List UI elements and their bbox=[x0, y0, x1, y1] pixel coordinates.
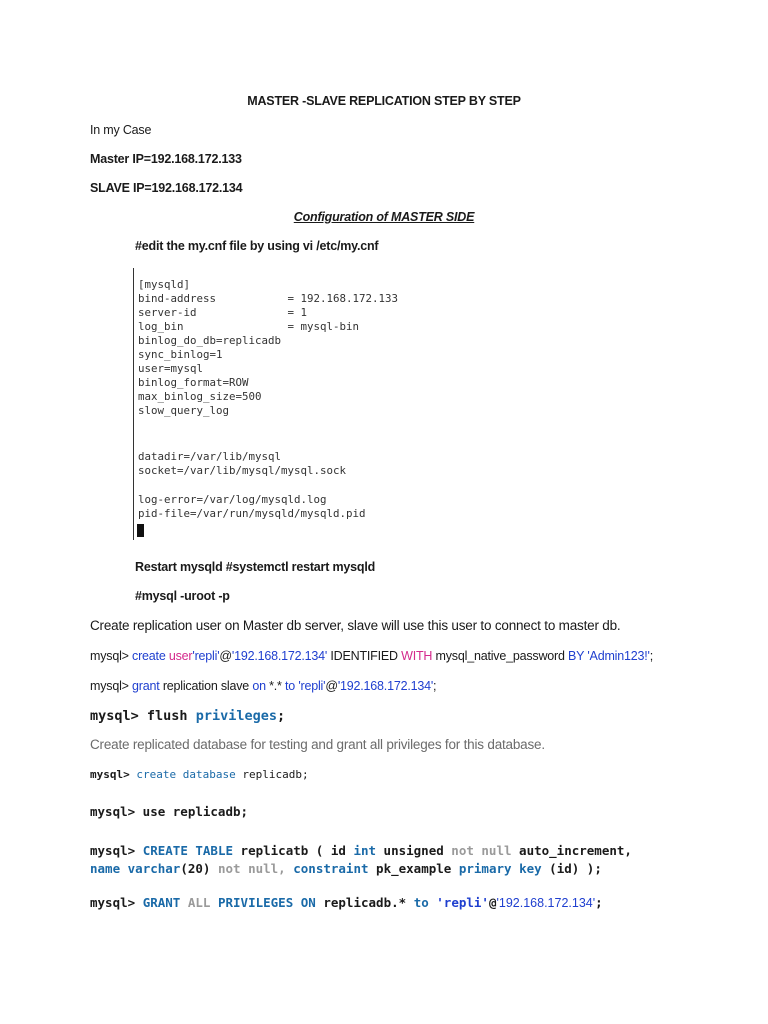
create-user-description: Create replication user on Master db server, slave will use this user to connect to master db. bbox=[90, 618, 621, 633]
sql-keyword: privileges bbox=[195, 708, 277, 724]
cmd-create-table-cont bbox=[90, 861, 602, 876]
sql-keyword: IDENTIFIED bbox=[330, 649, 398, 663]
master-ip: Master IP=192.168.172.133 bbox=[90, 152, 242, 166]
sql-prompt: mysql> bbox=[90, 843, 136, 858]
cmd-create-database bbox=[90, 768, 309, 781]
slave-ip: SLAVE IP=192.168.172.134 bbox=[90, 181, 243, 195]
sql-keyword: BY bbox=[568, 649, 585, 663]
sql-keyword: ON bbox=[300, 895, 316, 910]
create-db-description: Create replicated database for testing and grant all privileges for this database. bbox=[90, 737, 545, 752]
sql-end: ; bbox=[649, 649, 653, 663]
config-line: socket=/var/lib/mysql/mysql.sock bbox=[138, 464, 347, 477]
sql-prompt: mysql> bbox=[90, 679, 129, 693]
config-line: bind-address = 192.168.172.133 bbox=[138, 292, 399, 305]
sql-string: 'Admin123!' bbox=[587, 649, 650, 663]
sql-prompt: mysql> bbox=[90, 768, 130, 781]
config-line: pid-file=/var/run/mysqld/mysqld.pid bbox=[138, 507, 366, 520]
sql-text: unsigned bbox=[383, 843, 444, 858]
sql-text: auto_increment, bbox=[519, 843, 632, 858]
sql-plugin: mysql_native_password bbox=[435, 649, 565, 663]
sql-keyword: database bbox=[182, 768, 236, 781]
config-line: slow_query_log bbox=[138, 404, 230, 417]
case-label: In my Case bbox=[90, 123, 152, 137]
config-line: sync_binlog=1 bbox=[138, 348, 223, 361]
sql-keyword: CREATE bbox=[142, 843, 188, 858]
sql-keyword: ALL bbox=[187, 895, 211, 910]
config-code-block bbox=[133, 268, 454, 540]
section-heading-master: Configuration of MASTER SIDE bbox=[293, 210, 475, 224]
text-cursor bbox=[137, 524, 144, 537]
sql-keyword: key bbox=[519, 861, 542, 876]
sql-end: ; bbox=[433, 679, 437, 693]
cmd-grant-replication bbox=[90, 679, 436, 693]
sql-end: ; bbox=[595, 895, 603, 910]
config-line: user=mysql bbox=[138, 362, 204, 375]
sql-target: *.* bbox=[269, 679, 282, 693]
sql-keyword: constraint bbox=[293, 861, 369, 876]
sql-at: @ bbox=[488, 895, 497, 910]
sql-end: ; bbox=[276, 708, 286, 724]
config-line: datadir=/var/lib/mysql bbox=[138, 450, 282, 463]
sql-text: (20) bbox=[180, 861, 211, 876]
sql-db-name: replicadb; bbox=[242, 768, 309, 781]
cmd-flush-privileges bbox=[90, 708, 285, 724]
sql-keyword: int bbox=[353, 843, 377, 858]
sql-text: pk_example bbox=[376, 861, 452, 876]
sql-string: '192.168.172.134' bbox=[231, 649, 328, 663]
config-line: log-error=/var/log/mysqld.log bbox=[138, 493, 327, 506]
sql-keyword: to bbox=[285, 679, 296, 693]
restart-instruction: Restart mysqld #systemctl restart mysqld bbox=[135, 560, 376, 574]
sql-keyword: null, bbox=[248, 861, 286, 876]
config-line: log_bin = mysql-bin bbox=[138, 320, 360, 333]
page-title: MASTER -SLAVE REPLICATION STEP BY STEP bbox=[247, 94, 521, 108]
sql-keyword: varchar bbox=[127, 861, 181, 876]
sql-prompt: mysql> bbox=[90, 895, 136, 910]
sql-keyword: grant bbox=[132, 679, 160, 693]
config-line: [mysqld] bbox=[138, 278, 191, 291]
cmd-create-table bbox=[90, 843, 632, 858]
cmd-use-db: mysql> use replicadb; bbox=[90, 804, 249, 819]
login-instruction: #mysql -uroot -p bbox=[135, 589, 230, 603]
sql-keyword: not bbox=[451, 843, 474, 858]
sql-at: @ bbox=[325, 679, 338, 693]
sql-at: @ bbox=[219, 649, 232, 663]
sql-prompt: mysql> flush bbox=[90, 708, 188, 724]
config-line: binlog_do_db=replicadb bbox=[138, 334, 282, 347]
sql-keyword: create bbox=[132, 649, 166, 663]
sql-keyword: GRANT bbox=[142, 895, 181, 910]
config-line: max_binlog_size=500 bbox=[138, 390, 262, 403]
sql-string: 'repli' bbox=[436, 895, 489, 910]
sql-keyword: PRIVILEGES bbox=[217, 895, 294, 910]
sql-text: replication slave bbox=[162, 679, 250, 693]
sql-string: 'repli' bbox=[192, 649, 220, 663]
cmd-create-user bbox=[90, 649, 653, 663]
sql-keyword: name bbox=[90, 861, 121, 876]
sql-keyword: TABLE bbox=[195, 843, 234, 858]
config-line: binlog_format=ROW bbox=[138, 376, 249, 389]
sql-string: '192.168.172.134' bbox=[337, 679, 434, 693]
sql-text: (id) ); bbox=[549, 861, 602, 876]
sql-keyword: to bbox=[413, 895, 429, 910]
sql-string: '192.168.172.134' bbox=[496, 896, 596, 910]
sql-keyword: on bbox=[252, 679, 266, 693]
sql-prompt: mysql> bbox=[90, 649, 129, 663]
sql-keyword: WITH bbox=[401, 649, 433, 663]
sql-string: 'repli' bbox=[298, 679, 326, 693]
sql-keyword: user bbox=[168, 649, 193, 663]
cmd-grant-all bbox=[90, 895, 603, 910]
sql-keyword: primary bbox=[458, 861, 512, 876]
sql-keyword: create bbox=[136, 768, 177, 781]
sql-keyword: not bbox=[217, 861, 241, 876]
edit-instruction: #edit the my.cnf file by using vi /etc/my.cnf bbox=[135, 239, 379, 253]
sql-text: replicatb ( id bbox=[240, 843, 346, 858]
sql-keyword: null bbox=[481, 843, 512, 858]
sql-target: replicadb.* bbox=[323, 895, 407, 910]
config-line: server-id = 1 bbox=[138, 306, 308, 319]
